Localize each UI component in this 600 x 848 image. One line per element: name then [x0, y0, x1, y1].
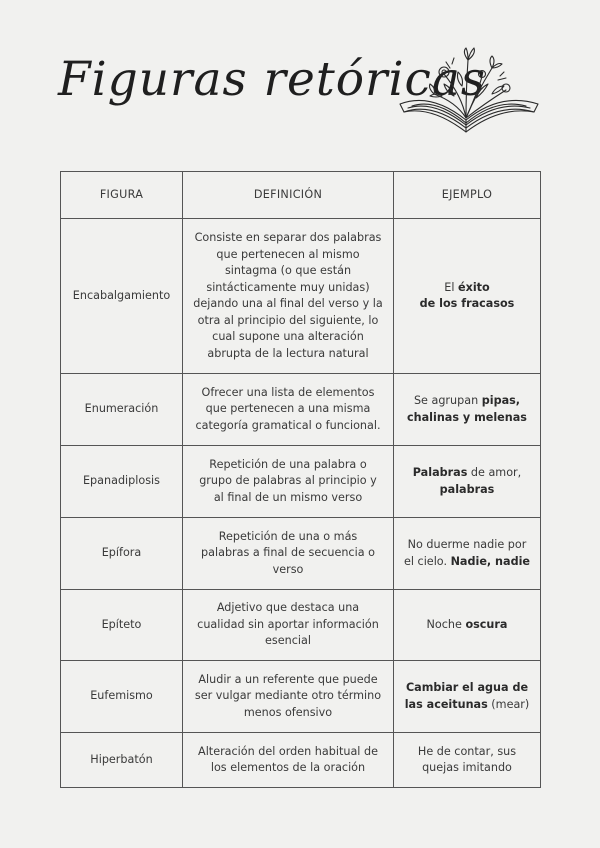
figura-cell: Epanadiplosis — [61, 446, 183, 518]
definicion-cell: Alteración del orden habitual de los elementos de la oración — [183, 733, 394, 788]
definicion-cell: Adjetivo que destaca una cualidad sin aportar información esencial — [183, 590, 394, 661]
figura-cell: Enumeración — [61, 374, 183, 446]
table-row — [61, 661, 541, 733]
definicion-cell: Repetición de una o más palabras a final de secuencia o verso — [183, 518, 394, 590]
header-ejemplo: EJEMPLO — [394, 172, 541, 219]
table-row — [61, 446, 541, 518]
ejemplo-cell: Se agrupan pipas, chalinas y melenas — [394, 374, 541, 446]
figura-cell: Hiperbatón — [61, 733, 183, 788]
table-row — [61, 590, 541, 661]
page-title: Figuras retóricas — [58, 52, 486, 107]
definicion-cell: Repetición de una palabra o grupo de palabras al principio y al final de un mismo verso — [183, 446, 394, 518]
figura-cell: Epífora — [61, 518, 183, 590]
open-book-flowers-icon — [396, 46, 542, 138]
ejemplo-cell: He de contar, sus quejas imitando — [394, 733, 541, 788]
figura-cell: Encabalgamiento — [61, 219, 183, 374]
definicion-cell: Consiste en separar dos palabras que pertenecen al mismo sintagma (o que están sintácticamente muy unidas) dejando una al final del verso y la otra al principio del siguiente, lo cual supone una alteración abrupta de la lectura natural — [183, 219, 394, 374]
ejemplo-cell: Noche oscura — [394, 590, 541, 661]
figures-table — [60, 171, 541, 788]
figura-cell: Epíteto — [61, 590, 183, 661]
figura-cell: Eufemismo — [61, 661, 183, 733]
definicion-cell: Ofrecer una lista de elementos que pertenecen a una misma categoría gramatical o funcional. — [183, 374, 394, 446]
definicion-cell: Aludir a un referente que puede ser vulgar mediante otro término menos ofensivo — [183, 661, 394, 733]
table-row — [61, 733, 541, 788]
ejemplo-cell: Palabras de amor, palabras — [394, 446, 541, 518]
table-header-row — [61, 172, 541, 219]
table-row — [61, 374, 541, 446]
ejemplo-cell: El éxito de los fracasos — [394, 219, 541, 374]
table-row — [61, 219, 541, 374]
header-figura: FIGURA — [61, 172, 183, 219]
header-definicion: DEFINICIÓN — [183, 172, 394, 219]
table-row — [61, 518, 541, 590]
ejemplo-cell: Cambiar el agua de las aceitunas (mear) — [394, 661, 541, 733]
ejemplo-cell: No duerme nadie por el cielo. Nadie, nadie — [394, 518, 541, 590]
